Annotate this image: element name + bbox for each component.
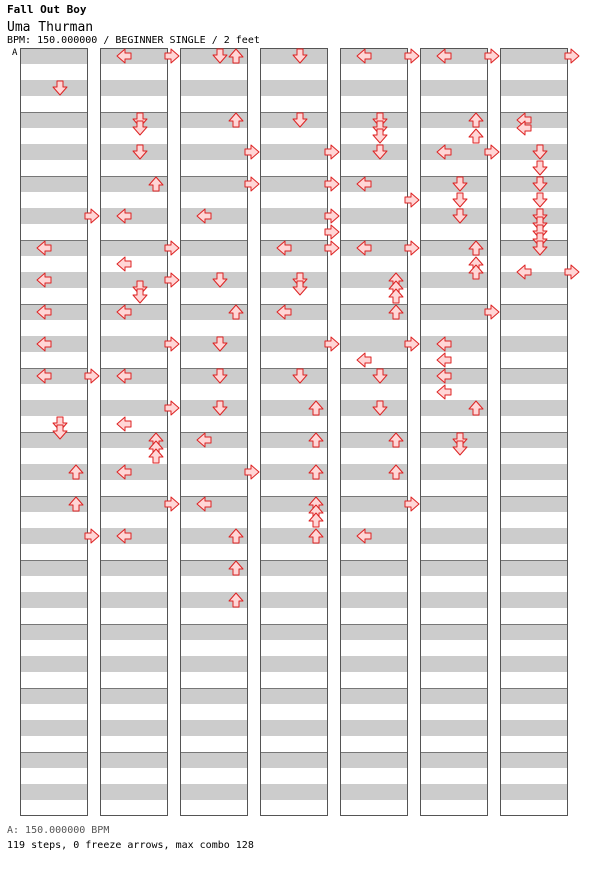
beat-stripe [500, 272, 568, 288]
beat-stripe [20, 144, 88, 160]
chart-column [500, 48, 568, 816]
beat-stripe [420, 624, 488, 640]
beat-stripe [180, 720, 248, 736]
chart-column [180, 48, 248, 816]
beat-stripe [420, 720, 488, 736]
beat-stripe [260, 592, 328, 608]
beat-stripe [260, 688, 328, 704]
beat-stripe [100, 560, 168, 576]
beat-stripe [260, 336, 328, 352]
beat-stripe [180, 144, 248, 160]
beat-stripe [500, 80, 568, 96]
beat-stripe [180, 496, 248, 512]
beat-stripe [20, 432, 88, 448]
beat-stripe [420, 496, 488, 512]
beat-stripe [500, 400, 568, 416]
beat-stripe [20, 176, 88, 192]
beat-stripe [420, 528, 488, 544]
beat-stripe [260, 560, 328, 576]
beat-stripe [260, 720, 328, 736]
beat-stripe [260, 784, 328, 800]
beat-stripe [100, 400, 168, 416]
song-title: Uma Thurman [7, 20, 94, 35]
beat-stripe [500, 432, 568, 448]
beat-stripe [20, 304, 88, 320]
beat-stripe [180, 176, 248, 192]
beat-stripe [20, 560, 88, 576]
beat-stripe [180, 752, 248, 768]
beat-stripe [340, 720, 408, 736]
beat-stripe [500, 336, 568, 352]
beat-stripe [420, 752, 488, 768]
beat-stripe [20, 720, 88, 736]
chart-meta: BPM: 150.000000 / BEGINNER SINGLE / 2 feet [7, 35, 260, 46]
beat-stripe [180, 688, 248, 704]
beat-stripe [180, 240, 248, 256]
beat-stripe [20, 272, 88, 288]
beat-stripe [500, 784, 568, 800]
beat-stripe [260, 752, 328, 768]
song-artist: Fall Out Boy [7, 3, 87, 16]
beat-stripe [340, 688, 408, 704]
beat-stripe [100, 208, 168, 224]
beat-stripe [500, 720, 568, 736]
beat-stripe [420, 464, 488, 480]
beat-stripe [180, 464, 248, 480]
beat-stripe [20, 208, 88, 224]
beat-stripe [420, 144, 488, 160]
beat-stripe [20, 656, 88, 672]
beat-stripe [100, 496, 168, 512]
beat-stripe [260, 656, 328, 672]
beat-stripe [180, 432, 248, 448]
beat-stripe [500, 304, 568, 320]
beat-stripe [20, 624, 88, 640]
beat-stripe [260, 176, 328, 192]
beat-stripe [20, 528, 88, 544]
beat-stripe [340, 784, 408, 800]
beat-stripe [180, 80, 248, 96]
beat-stripe [100, 784, 168, 800]
beat-stripe [260, 144, 328, 160]
beat-stripe [340, 528, 408, 544]
beat-stripe [100, 272, 168, 288]
bpm-marker: A [12, 48, 18, 58]
beat-stripe [500, 528, 568, 544]
beat-stripe [20, 240, 88, 256]
beat-stripe [340, 560, 408, 576]
beat-stripe [100, 80, 168, 96]
chart-column [100, 48, 168, 816]
beat-stripe [260, 624, 328, 640]
beat-stripe [420, 368, 488, 384]
beat-stripe [500, 112, 568, 128]
beat-stripe [420, 784, 488, 800]
beat-stripe [260, 208, 328, 224]
beat-stripe [500, 752, 568, 768]
beat-stripe [20, 784, 88, 800]
beat-stripe [100, 528, 168, 544]
beat-stripe [340, 240, 408, 256]
beat-stripe [20, 112, 88, 128]
chart-column [260, 48, 328, 816]
beat-stripe [100, 720, 168, 736]
beat-stripe [420, 304, 488, 320]
beat-stripe [180, 208, 248, 224]
beat-stripe [420, 48, 488, 64]
beat-stripe [100, 624, 168, 640]
beat-stripe [500, 48, 568, 64]
beat-stripe [20, 48, 88, 64]
beat-stripe [340, 624, 408, 640]
beat-stripe [100, 592, 168, 608]
chart-column [340, 48, 408, 816]
beat-stripe [340, 176, 408, 192]
beat-stripe [180, 624, 248, 640]
beat-stripe [100, 752, 168, 768]
beat-stripe [20, 592, 88, 608]
beat-stripe [100, 240, 168, 256]
beat-stripe [340, 208, 408, 224]
beat-stripe [420, 80, 488, 96]
beat-stripe [500, 560, 568, 576]
beat-stripe [420, 336, 488, 352]
beat-stripe [340, 496, 408, 512]
beat-stripe [260, 240, 328, 256]
beat-stripe [420, 560, 488, 576]
beat-stripe [500, 496, 568, 512]
beat-stripe [340, 656, 408, 672]
beat-stripe [100, 464, 168, 480]
beat-stripe [420, 592, 488, 608]
beat-stripe [500, 368, 568, 384]
beat-stripe [340, 752, 408, 768]
beat-stripe [260, 304, 328, 320]
beat-stripe [20, 688, 88, 704]
bpm-legend: A: 150.000000 BPM [7, 825, 110, 836]
chart-column [420, 48, 488, 816]
beat-stripe [420, 656, 488, 672]
beat-stripe [500, 656, 568, 672]
beat-stripe [420, 688, 488, 704]
beat-stripe [500, 688, 568, 704]
beat-stripe [20, 752, 88, 768]
beat-stripe [340, 48, 408, 64]
beat-stripe [100, 688, 168, 704]
beat-stripe [500, 464, 568, 480]
beat-stripe [100, 304, 168, 320]
beat-stripe [100, 656, 168, 672]
beat-stripe [340, 80, 408, 96]
chart-stats: 119 steps, 0 freeze arrows, max combo 128 [7, 840, 254, 851]
beat-stripe [500, 624, 568, 640]
beat-stripe [180, 656, 248, 672]
beat-stripe [180, 784, 248, 800]
beat-stripe [20, 400, 88, 416]
beat-stripe [20, 336, 88, 352]
beat-stripe [100, 336, 168, 352]
beat-stripe [20, 368, 88, 384]
beat-stripe [260, 80, 328, 96]
beat-stripe [100, 368, 168, 384]
beat-stripe [500, 592, 568, 608]
beat-stripe [340, 592, 408, 608]
beat-stripe [340, 336, 408, 352]
beat-stripe [100, 48, 168, 64]
